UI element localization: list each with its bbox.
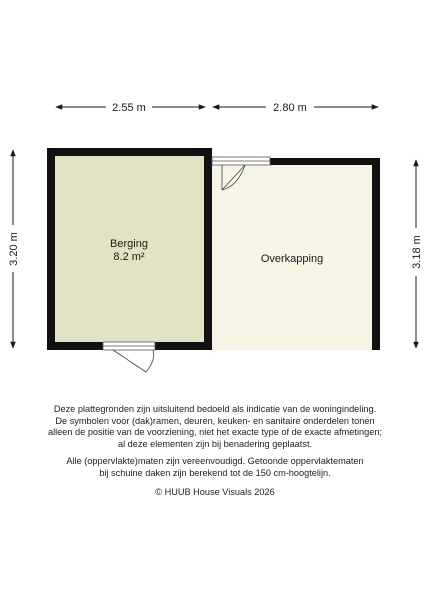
dim-right-label: 3.18 m	[411, 235, 423, 269]
disclaimer-paragraph-1	[0, 404, 430, 450]
dim-left-label: 3.20 m	[8, 232, 20, 266]
dim-top-left-label: 2.55 m	[112, 102, 146, 114]
disclaimer-paragraph-2	[0, 456, 430, 479]
berging-area: 8.2 m²	[113, 251, 145, 263]
dim-top-left	[56, 102, 205, 114]
window	[212, 157, 270, 165]
dim-top-right	[213, 102, 378, 114]
dim-top-right-label: 2.80 m	[273, 102, 307, 114]
overkapping-name: Overkapping	[260, 253, 324, 265]
disclaimer-line: Alle (oppervlakte)maten zijn vereenvoudigd. Getoonde oppervlaktematen	[66, 456, 364, 466]
disclaimer-line: De symbolen voor (dak)ramen, deuren, keuken- en sanitaire onderdelen tonen	[55, 415, 375, 426]
dim-left	[8, 150, 20, 348]
berging-door	[103, 342, 155, 350]
disclaimer-line: alleen de positie van de voorziening, niet het exacte type of de exacte afmetingen;	[47, 427, 383, 438]
copyright-text: © HUUB House Visuals 2026	[155, 487, 275, 497]
disclaimer-line: bij schuine daken zijn berekend tot de 150 cm-hoogtelijn.	[99, 467, 331, 478]
copyright	[0, 487, 430, 499]
berging-name: Berging	[110, 238, 148, 250]
disclaimer-line: Deze plattegronden zijn uitsluitend bedoeld als indicatie van de woningindeling.	[53, 404, 377, 414]
door-swing-bottom	[113, 350, 154, 372]
dim-right	[411, 160, 423, 348]
disclaimer-line: al deze elementen zijn bij benadering geplaatst.	[117, 438, 313, 449]
